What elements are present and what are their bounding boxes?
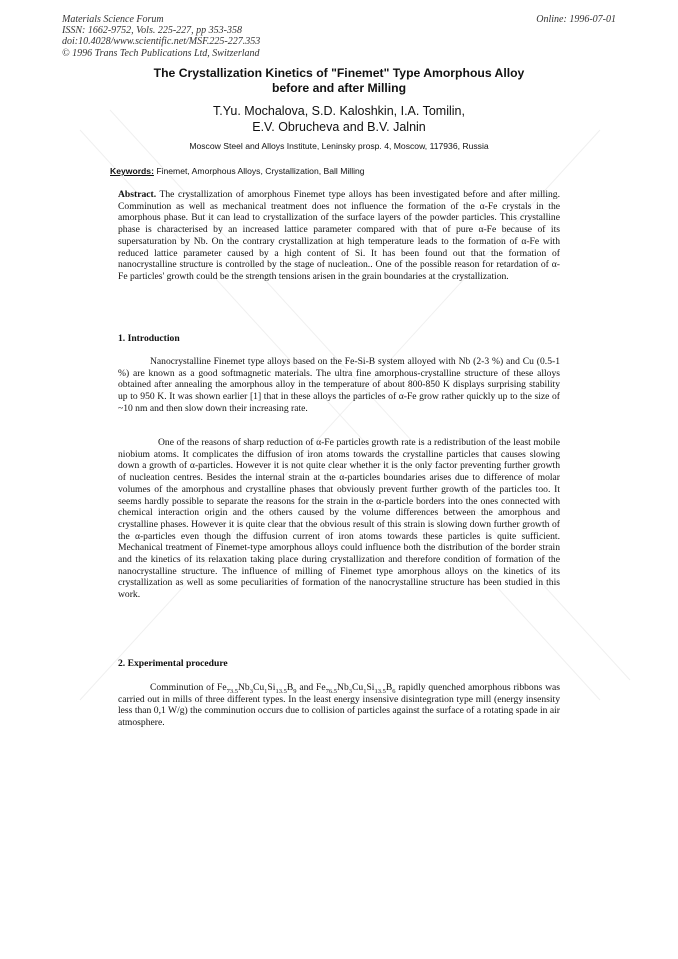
- formula-element: B: [385, 682, 393, 693]
- formula-element: Fe: [316, 682, 326, 693]
- abstract-paragraph: [118, 189, 560, 283]
- title-line-1: The Crystallization Kinetics of "Finemet" Type Amorphous Alloy: [153, 66, 525, 80]
- keywords-line: [110, 166, 365, 176]
- formula-element: Fe: [217, 682, 227, 693]
- copyright-line: © 1996 Trans Tech Publications Ltd, Switzerland: [62, 47, 260, 59]
- publication-meta: [62, 14, 260, 59]
- section-heading-experimental: 2. Experimental procedure: [118, 658, 228, 669]
- exp-text-b: rapidly quenched amorphous ribbons was carried out in mills of three different types. In the least energy insensive disintegration type mill (energy insensity less than 0,1 W/g) the comminution occurs due to collision of particles against the surface of a rotating spade in air atmosphere.: [118, 682, 561, 729]
- author-list: [100, 104, 578, 135]
- formula-subscript: 13.5: [275, 687, 287, 695]
- online-date: Online: 1996-07-01: [536, 14, 616, 25]
- issn-line: ISSN: 1662-9752, Vols. 225-227, pp 353-358: [62, 25, 242, 37]
- paper-title: [100, 66, 578, 96]
- affiliation: Moscow Steel and Alloys Institute, Leninsky prosp. 4, Moscow, 117936, Russia: [189, 141, 489, 151]
- alloy-formula-2: [316, 682, 395, 693]
- experimental-paragraph-1: [118, 682, 560, 729]
- formula-subscript: 73.5: [226, 687, 238, 695]
- authors-line-2: E.V. Obrucheva and B.V. Jalnin: [252, 119, 426, 134]
- exp-text-and: and: [299, 682, 314, 693]
- formula-subscript: 6: [392, 687, 396, 695]
- intro-paragraph-2: One of the reasons of sharp reduction of α-Fe particles growth rate is a redistribution of the least mobile niobium atoms. It complicates the diffusion of iron atoms towards the crystalline particles that causes slowing down a growth of α-particles. However it is not quite clear whether it is the only factor preventing further growth of nucleation centres. Besides the internal strain at the α-particles boundaries arises due to difference of molar volumes of the amorphous and crystalline phases that obviously prevent further growth of the particles too. It seems hardly possible to separate the reasons for the strain in the α-particle borders into the ones connected with chemical interaction origin and the others caused by the volume differences between the amorphous and crystalline phases. However it is quite clear that the obvious result of this strain is slowing down further growth of the α-particles even though the diffusion current of iron atoms towards these particles is quite sufficient. Mechanical treatment of Finemet-type amorphous alloys could influence both the distribution of the border strain and the kinetics of its relaxation taking place during crystallization and therefore condition of formation of the nanocrystalline structure. The influence of milling of Finemet type amorphous alloys on the kinetics of its crystallization as well as some peculiarities of formation of the nanocrystalline structure has been studied in this work.: [118, 437, 560, 601]
- formula-subscript: 76.5: [325, 687, 338, 695]
- formula-subscript: 3: [249, 687, 253, 695]
- abstract-text: The crystallization of amorphous Finemet type alloys has been investigated before and after milling. Comminution as well as mechanical treatment does not influence the formation of the α-Fe crystals in the amorphous phase. But it can lead to crystallization of the surface layers of the powder particles. This crystalline phase is characterised by an increased lattice parameter compared with that of pure α-Fe because of its supersaturation by Nb. On the contrary crystallization at high temperature leads to the formation of α-Fe with reduced lattice parameter caused by a high content of Si. It has been found out that the formation of nanocrystalline structure is controlled by the stage of nucleation.. One of the possible reason for retardation of α-Fe particles' growth could be the strength tensions arisen in the grain boundaries at the crystallization.: [118, 189, 560, 282]
- formula-element: Nb: [237, 682, 250, 693]
- title-line-2: before and after Milling: [271, 81, 407, 95]
- formula-element: Si: [366, 682, 375, 693]
- abstract-label: Abstract.: [118, 189, 157, 200]
- authors-line-1: T.Yu. Mochalova, S.D. Kaloshkin, I.A. Tomilin,: [213, 104, 465, 118]
- section-heading-introduction: 1. Introduction: [118, 333, 180, 344]
- formula-element: B: [286, 682, 294, 693]
- formula-element: Nb: [337, 682, 349, 693]
- formula-subscript: 9: [293, 687, 297, 695]
- formula-element: Si: [267, 682, 276, 693]
- formula-element: Cu: [352, 682, 364, 693]
- keywords-list: Finemet, Amorphous Alloys, Crystallization, Ball Milling: [156, 166, 365, 176]
- exp-text-a: Comminution of: [150, 682, 215, 693]
- alloy-formula-1: [217, 682, 296, 693]
- intro-paragraph-1: Nanocrystalline Finemet type alloys based on the Fe-Si-B system alloyed with Nb (2-3 %) and Cu (0.5-1 %) are known as a good softmagnetic materials. The ultra fine amorphous-crystalline structure of these alloys obtained after annealing the amorphous alloy in the temperature of about 800-850 K displays surprising stability up to 950 K. It was shown earlier [1] that in these alloys the particles of α-Fe grow rather quickly up to the size of ~10 nm and then slow down their increasing rate.: [118, 356, 560, 414]
- formula-subscript: 3: [348, 687, 352, 695]
- formula-subscript: 1: [264, 687, 268, 695]
- formula-element: Cu: [252, 682, 265, 693]
- formula-subscript: 1: [363, 687, 367, 695]
- journal-name: Materials Science Forum: [62, 14, 164, 25]
- doi-line[interactable]: doi:10.4028/www.scientific.net/MSF.225-227.353: [62, 36, 261, 48]
- keywords-label: Keywords:: [110, 166, 154, 176]
- formula-subscript: 13.5: [374, 687, 386, 695]
